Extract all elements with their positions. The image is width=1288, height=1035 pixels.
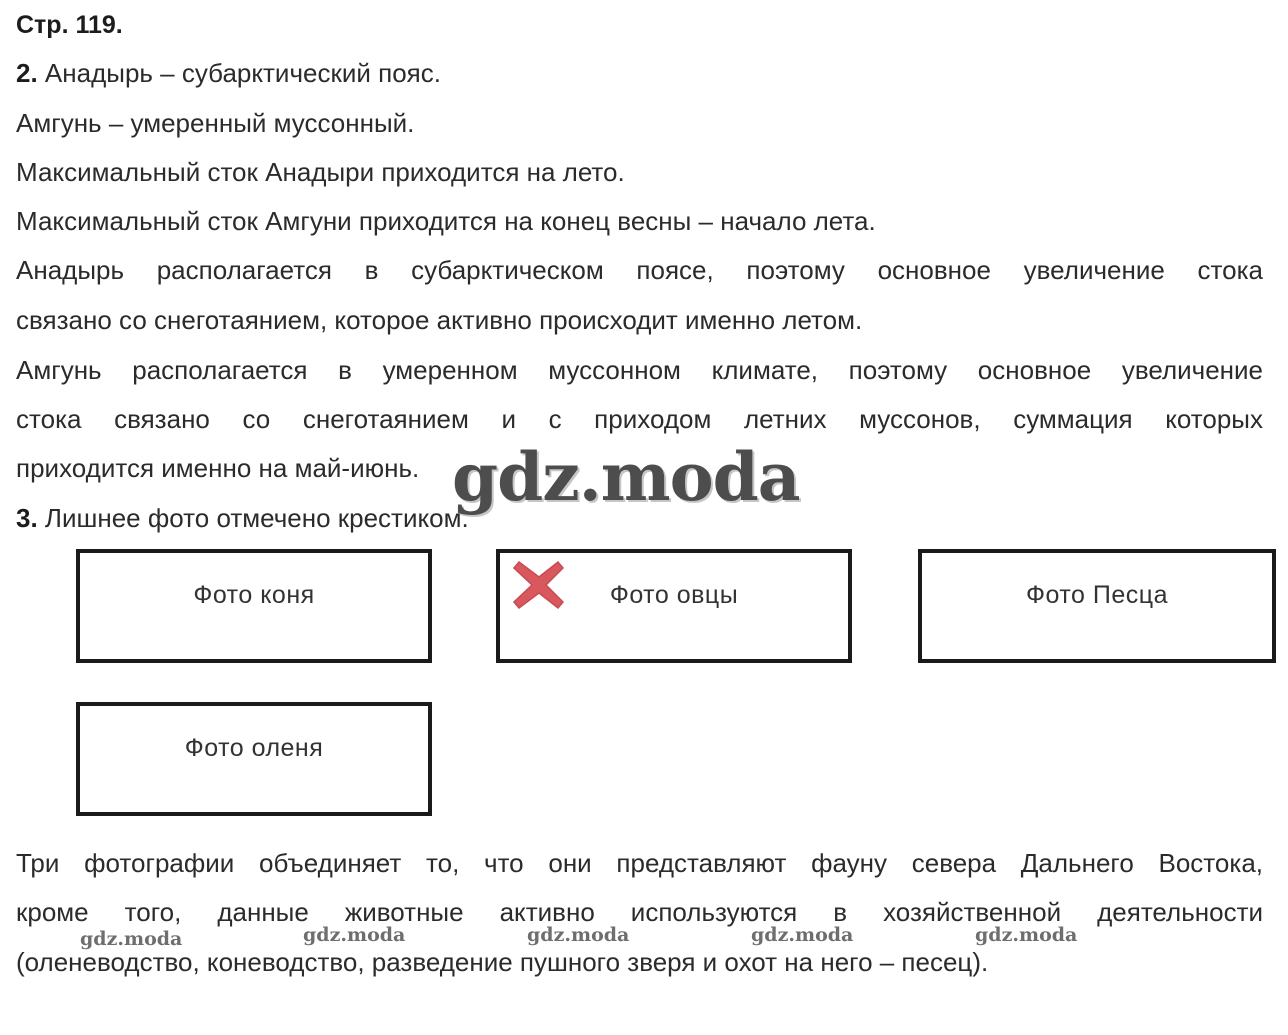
photo-box-label: Фото Песца [1026, 581, 1168, 609]
task-2-paragraph-2-line-2: стока связано со снеготаянием и с приходом летних муссонов, суммация которых [16, 404, 1263, 434]
photo-box-horse [76, 549, 432, 663]
photo-box-label: Фото коня [193, 581, 315, 609]
task-3-number: 3. [16, 503, 38, 533]
task-2-line-1 [16, 58, 441, 88]
task-2-paragraph-1-line-1: Анадырь располагается в субарктическом поясе, поэтому основное увеличение стока [16, 255, 1263, 285]
task-2-paragraph-2-line-1: Амгунь располагается в умеренном муссонном климате, поэтому основное увеличение [16, 355, 1263, 385]
photo-box-label: Фото овцы [609, 581, 739, 609]
watermark-main: gdz.moda [452, 438, 800, 516]
task-2-number: 2. [16, 58, 38, 88]
conclusion-line-1: Три фотографии объединяет то, что они представляют фауну севера Дальнего Востока, [16, 848, 1263, 878]
task-2-line-2: Амгунь – умеренный муссонный. [16, 108, 415, 138]
photo-box-label: Фото оленя [184, 734, 324, 762]
task-2-line-4: Максимальный сток Амгуни приходится на конец весны – начало лета. [16, 206, 876, 236]
task-3-intro-text: Лишнее фото отмечено крестиком. [44, 503, 469, 533]
watermark-small: gdz.moda [751, 924, 854, 946]
watermark-small: gdz.moda [527, 924, 630, 946]
page-reference: Стр. 119. [16, 11, 123, 39]
conclusion-line-2: кроме того, данные животные активно используются в хозяйственной деятельности [16, 897, 1263, 927]
photo-box-reindeer [76, 702, 432, 816]
photo-box-arctic-fox [918, 549, 1276, 663]
watermark-small: gdz.moda [975, 924, 1078, 946]
watermark-small: gdz.moda [80, 928, 183, 950]
watermark-small: gdz.moda [303, 924, 406, 946]
task-2-paragraph-2-line-3: приходится именно на май-июнь. [16, 453, 420, 483]
cross-mark-icon [513, 560, 565, 610]
task-3-intro [16, 503, 469, 533]
task-2-line-3: Максимальный сток Анадыри приходится на лето. [16, 157, 625, 187]
conclusion-line-3: (оленеводство, коневодство, разведение пушного зверя и охот на него – песец). [16, 947, 989, 977]
task-2-paragraph-1-line-2: связано со снеготаянием, которое активно происходит именно летом. [16, 305, 863, 335]
task-2-line-1-text: Анадырь – субарктический пояс. [44, 58, 441, 88]
